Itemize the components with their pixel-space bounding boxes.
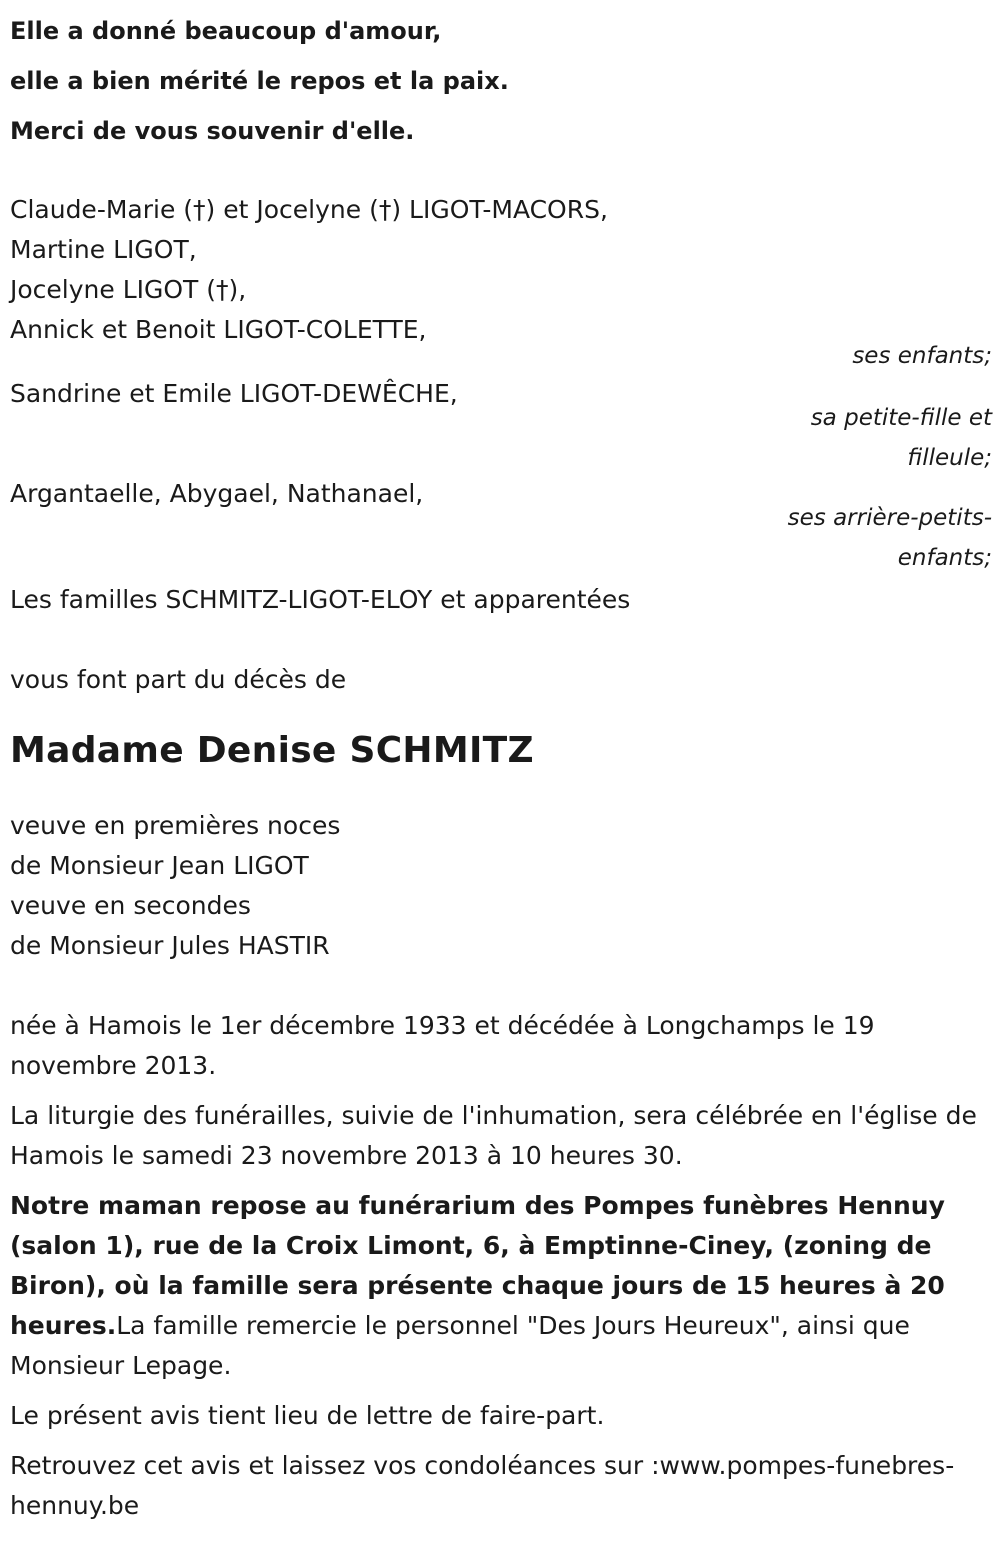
- birth-death-paragraph: née à Hamois le 1er décembre 1933 et décédée à Longchamps le 19 novembre 2013.: [10, 1011, 875, 1080]
- visitation-regular-text: La famille remercie le personnel "Des Jours Heureux", ainsi que Monsieur Lepage.: [10, 1311, 910, 1380]
- visitation-bold-text: Notre maman repose au funérarium des Pompes funèbres Hennuy (salon 1), rue de la Croix Limont, 6, à Emptinne-Ciney, (zoning de Biron), où la famille sera présente chaque jours de 15 heures à 20 heures.: [10, 1191, 945, 1340]
- announcement-line: vous font part du décès de: [10, 665, 347, 694]
- children-line: Martine LIGOT,: [10, 235, 197, 264]
- children-line: Jocelyne LIGOT (†),: [10, 275, 247, 304]
- children-line: Annick et Benoit LIGOT-COLETTE,: [10, 315, 427, 344]
- great-grandchildren-block: [10, 474, 992, 578]
- great-grandchildren-line: Argantaelle, Abygael, Nathanael,: [10, 479, 424, 508]
- deceased-name: Madame Denise SCHMITZ: [10, 730, 534, 771]
- website-paragraph: Retrouvez cet avis et laissez vos condoléances sur :www.pompes-funebres-hennuy.be: [10, 1451, 955, 1520]
- marital-line: veuve en secondes: [10, 891, 251, 920]
- notice-paragraph: Le présent avis tient lieu de lettre de faire-part.: [10, 1401, 605, 1430]
- verse-line: Elle a donné beaucoup d'amour,: [10, 17, 442, 45]
- obituary-notice: [10, 6, 992, 1536]
- families-line: Les familles SCHMITZ-LIGOT-ELOY et apparentées: [10, 585, 631, 614]
- granddaughter-line: Sandrine et Emile LIGOT-DEWÊCHE,: [10, 379, 458, 408]
- visitation-paragraph: [10, 1186, 992, 1386]
- granddaughter-block: [10, 374, 992, 478]
- marital-block: [10, 806, 992, 966]
- children-block: [10, 190, 992, 376]
- verse-line: Merci de vous souvenir d'elle.: [10, 117, 415, 145]
- marital-line: veuve en premières noces: [10, 811, 341, 840]
- relation-text: ses arrière-petits-enfants;: [787, 505, 992, 571]
- relation-label-children: ses enfants;: [852, 343, 992, 369]
- verse-block: [10, 6, 992, 156]
- verse-line: elle a bien mérité le repos et la paix.: [10, 67, 509, 95]
- marital-line: de Monsieur Jules HASTIR: [10, 931, 330, 960]
- liturgy-paragraph: La liturgie des funérailles, suivie de l'inhumation, sera célébrée en l'église de Hamois le samedi 23 novembre 2013 à 10 heures 30.: [10, 1101, 977, 1170]
- children-line: Claude-Marie (†) et Jocelyne (†) LIGOT-MACORS,: [10, 195, 608, 224]
- marital-line: de Monsieur Jean LIGOT: [10, 851, 309, 880]
- relation-text: sa petite-fille et filleule;: [810, 405, 992, 471]
